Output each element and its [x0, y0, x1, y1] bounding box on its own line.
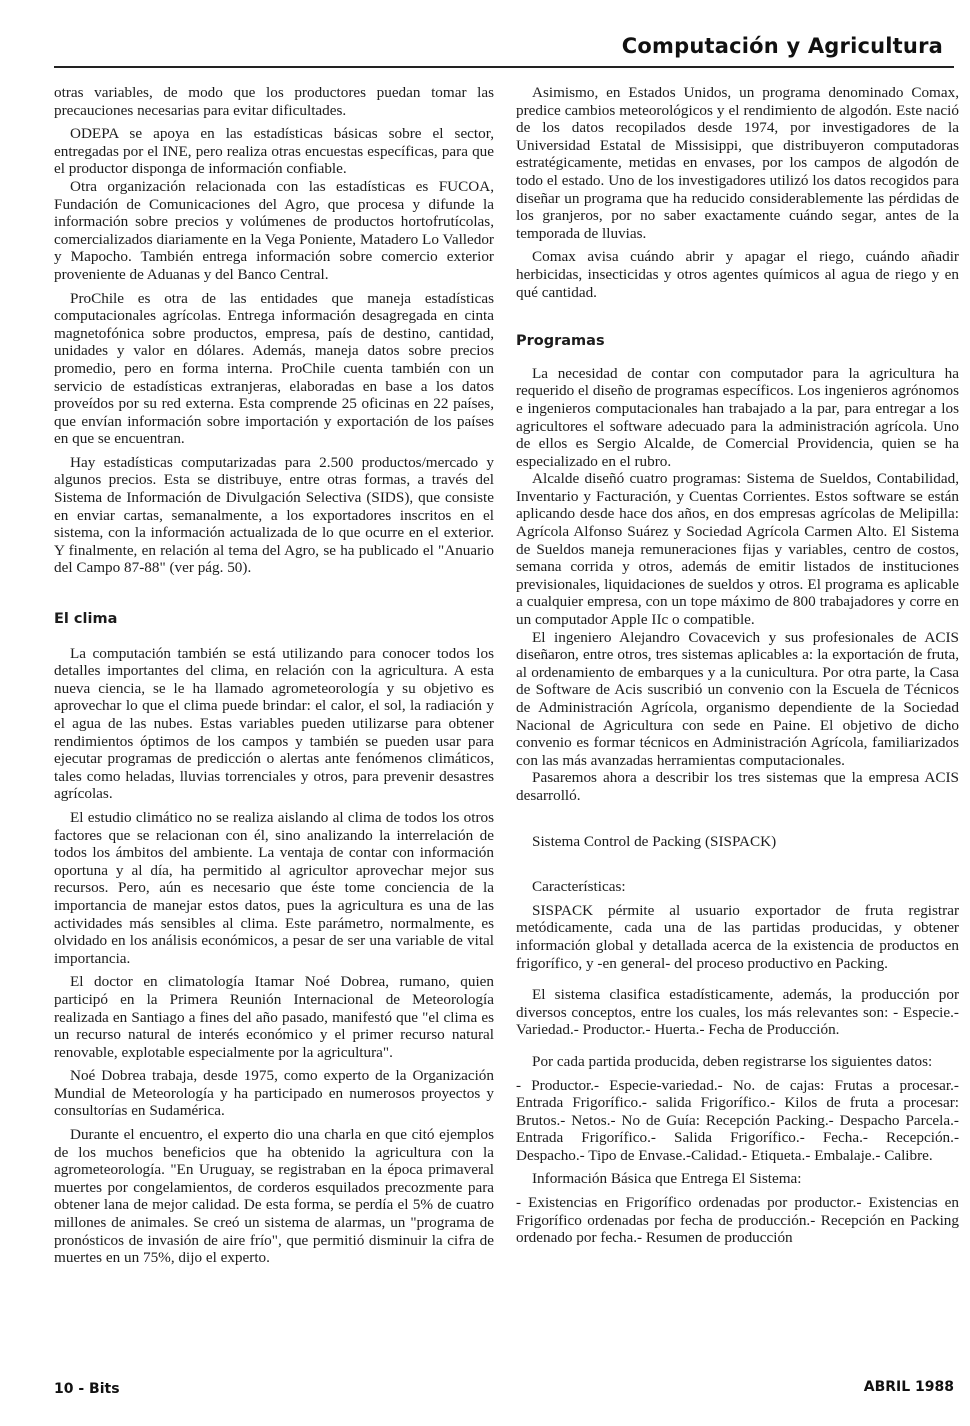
left-column: [54, 84, 494, 1273]
paragraph: Comax avisa cuándo abrir y apagar el riego, cuándo añadir herbicidas, insecticidas y otros agentes químicos al agua de riego y en qué cantidad.: [516, 248, 959, 301]
paragraph: - Existencias en Frigorífico ordenadas por productor.- Existencias en Frigorífico ordenadas por fecha de producción.- Recepción en Packing ordenado por fecha.- Resumen de producción: [516, 1194, 959, 1247]
paragraph: Alcalde diseñó cuatro programas: Sistema de Sueldos, Contabilidad, Inventario y Facturación, y Cuentas Corrientes. Estos software se están aplicando desde hace dos años, en dos empresas agrícolas de Melipilla: Agrícola Alfonso Suárez y Sociedad Agrícola Carmen Alto. El Sistema de Sueldos maneja remuneraciones fijas y variables, centro de costos, semana corrida y otros, además de emitir listados de instituciones previsionales, liquidaciones de sueldos y otros. El programa es aplicable a cualquier empresa, con un tope máximo de 800 trabajadores y corre en un computador Apple IIc o compatible.: [516, 470, 959, 629]
page-header-title: Computación y Agricultura: [621, 34, 943, 58]
paragraph: ODEPA se apoya en las estadísticas básicas sobre el sector, entregadas por el INE, pero realiza otras encuestas específicas, para que el productor disponga de información confiable.: [54, 125, 494, 178]
paragraph: El ingeniero Alejandro Covacevich y sus profesionales de ACIS diseñaron, entre otros, tres sistemas aplicables a: la exportación de fruta, al ordenamiento de embarques y a la cunicultura. Por otra parte, la Casa de Software de Acis suscribió un convenio con la Escuela de Técnicos de Administración Agrícola, organismo dependiente de la Sociedad Nacional de Agricultura con sede en Paine. El objetivo de dicho convenio es formar técnicos en Administración Agrícola, familiarizados con las más avanzadas herramientas computacionales.: [516, 628, 959, 769]
paragraph: Asimismo, en Estados Unidos, un programa denominado Comax, predice cambios meteorológicos y el rendimiento de algodón. Este nació de los datos recopilados desde 1974, por investigadores de la Universidad Estatal de Missisippi, que distribuyeron computadoras estratégicamente, metidas en envases, por los campos de algodón de todo el estado. Uno de los investigadores utilizó los datos recogidos para diseñar un programa que ha reducido considerablemente las pérdidas de los granjeros, por no saber exactamente cuándo segar, antes de la temporada de lluvias.: [516, 84, 959, 242]
paragraph: otras variables, de modo que los productores puedan tomar las precauciones necesarias para evitar dificultades.: [54, 84, 494, 119]
paragraph: La computación también se está utilizando para conocer todos los detalles importantes del clima, en relación con la agricultura. A esta nueva ciencia, se le ha llamado agrometeorología y su objetivo es aprovechar lo que el clima puede brindar: el calor, el sol, la radiación y el agua de las nubes. Estas variables pueden utilizarse para obtener rendimientos óptimos de los campos y también se pueden usar para ejecutar programas de predicción o alertas ante fenómenos climáticos, tales como heladas, lluvias torrenciales y otros, para prevenir desastres agrícolas.: [54, 644, 494, 803]
paragraph: ProChile es otra de las entidades que maneja estadísticas computacionales agrícolas. Entrega información desagregada en cinta magnetofónica sobre productos, empresa, país de destino, cantidad, unidades y valor en dólares. Además, maneja datos sobre precios promedio, pero en forma interna. ProChile cuenta también con un servicio de estadísticas extranjeras, elaboradas en base a los datos proveídos por su red externa. Esta comprende 25 oficinas en 22 países, que envían información sobre importación y exportación de los países en que se encuentran.: [54, 289, 494, 448]
subheading-caracteristicas: Características:: [532, 878, 626, 896]
subheading-informacion: Información Básica que Entrega El Sistema:: [532, 1170, 802, 1188]
paragraph: - Productor.- Especie-variedad.- No. de cajas: Frutas a procesar.- Entrada Frigorífico.- salida Frigorífico.- Kilos de fruta a procesar: Brutos.- Netos.- No de Guía: Recepción Packing.- Despacho Parcela.- Entrada Frigorífico.- Salida Frigorífico.- Fecha.- Recepción.- Despacho.- Tipo de Envase.-Calidad.- Etiqueta.- Embalaje.- Calibre.: [516, 1076, 959, 1164]
page-number: 10 - Bits: [54, 1381, 120, 1397]
issue-date: ABRIL 1988: [863, 1379, 954, 1395]
right-column: [516, 84, 959, 1253]
paragraph: La necesidad de contar con computador para la agricultura ha requerido el diseño de programas específicos. Los ingenieros agrónomos e ingenieros computacionales han trabajado a la par, para entregar a los agricultores el software adecuado para la administración agrícola. Uno de ellos es Sergio Alcalde, de Comercial Providencia, quien se ha especializado en el rubro.: [516, 364, 959, 470]
subheading-sispack: Sistema Control de Packing (SISPACK): [532, 832, 777, 850]
paragraph: Por cada partida producida, deben registrarse los siguientes datos:: [532, 1052, 933, 1070]
paragraph: Hay estadísticas computarizadas para 2.500 productos/mercado y algunos precios. Esta se distribuye, entre otras formas, a través del Sistema de Información de Divulgación Selectiva (SIDS), que consiste en enviar cartas, semanalmente, a los exportadores inscritos en el sistema, con la información actualizada de lo que ocurre en el exterior. Y finalmente, en relación al tema del Agro, se ha publicado el "Anuario del Campo 87-88" (ver pág. 50).: [54, 453, 494, 577]
paragraph: Otra organización relacionada con las estadísticas es FUCOA, Fundación de Comunicaciones del Agro, que procesa y difunde la información sobre precios y volúmenes de productos hortofrutícolas, comercializados diariamente en la Vega Poniente, Matadero Lo Valledor y Mapocho. También entrega información sobre comercio exterior proveniente de Aduanas y del Banco Central.: [54, 177, 494, 283]
paragraph: El estudio climático no se realiza aislando al clima de todos los otros factores que se relacionan con él, sino analizando la interrelación de todos los ámbitos del ambiente. La ventaja de contar con información oportuna y al día, ha permitido al agricultor aprovechar mejor sus recursos. Pero, aún es necesario que éste tome conciencia de la importancia de manejar estos datos, pues la agricultura es una de las actividades más sensibles al clima. Este parámetro, normalmente, es olvidado en los análisis económicos, a pesar de ser una variable de vital importancia.: [54, 808, 494, 967]
section-heading-programas: Programas: [516, 333, 605, 350]
paragraph: SISPACK pérmite al usuario exportador de fruta registrar metódicamente, cada una de las partidas producidas, y obtener información global y detallada acerca de la existencia de productos en frigorífico, y -en general- del proceso productivo en Packing.: [516, 901, 959, 972]
paragraph: Pasaremos ahora a describir los tres sistemas que la empresa ACIS desarrolló.: [516, 769, 959, 804]
section-heading-clima: El clima: [54, 611, 118, 628]
paragraph: Durante el encuentro, el experto dio una charla en que citó ejemplos de los muchos beneficios que ha obtenido la agricultura con la agrometeorología. "En Uruguay, se registraban en la época primaveral muertes por congelamientos, de corderos esquilados precozmente para obtener lana de mejor calidad. De esta forma, se perdía el 5% de cuatro millones de animales. Se creó un sistema de alarmas, un "programa de pronósticos de invasión de aire frío", que permitió disminuir la cifra de muertes en un 75%, dijo el experto.: [54, 1126, 494, 1267]
paragraph: El doctor en climatología Itamar Noé Dobrea, rumano, quien participó en la Primera Reunión Internacional de Meteorología realizada en Santiago a fines del año pasado, manifestó que "el clima es un recurso natural de interés económico y el primer recurso natural renovable, explotable especialmente por la agricultura".: [54, 973, 494, 1061]
paragraph: El sistema clasifica estadísticamente, además, la producción por diversos conceptos, entre los cuales, los más relevantes son: - Especie.- Variedad.- Productor.- Huerta.- Fecha de Producción.: [516, 986, 959, 1039]
paragraph: Noé Dobrea trabaja, desde 1975, como experto de la Organización Mundial de Meteorología y ha participado en numerosos proyectos y consultorías en Sudamérica.: [54, 1067, 494, 1120]
header-divider: [54, 66, 954, 68]
